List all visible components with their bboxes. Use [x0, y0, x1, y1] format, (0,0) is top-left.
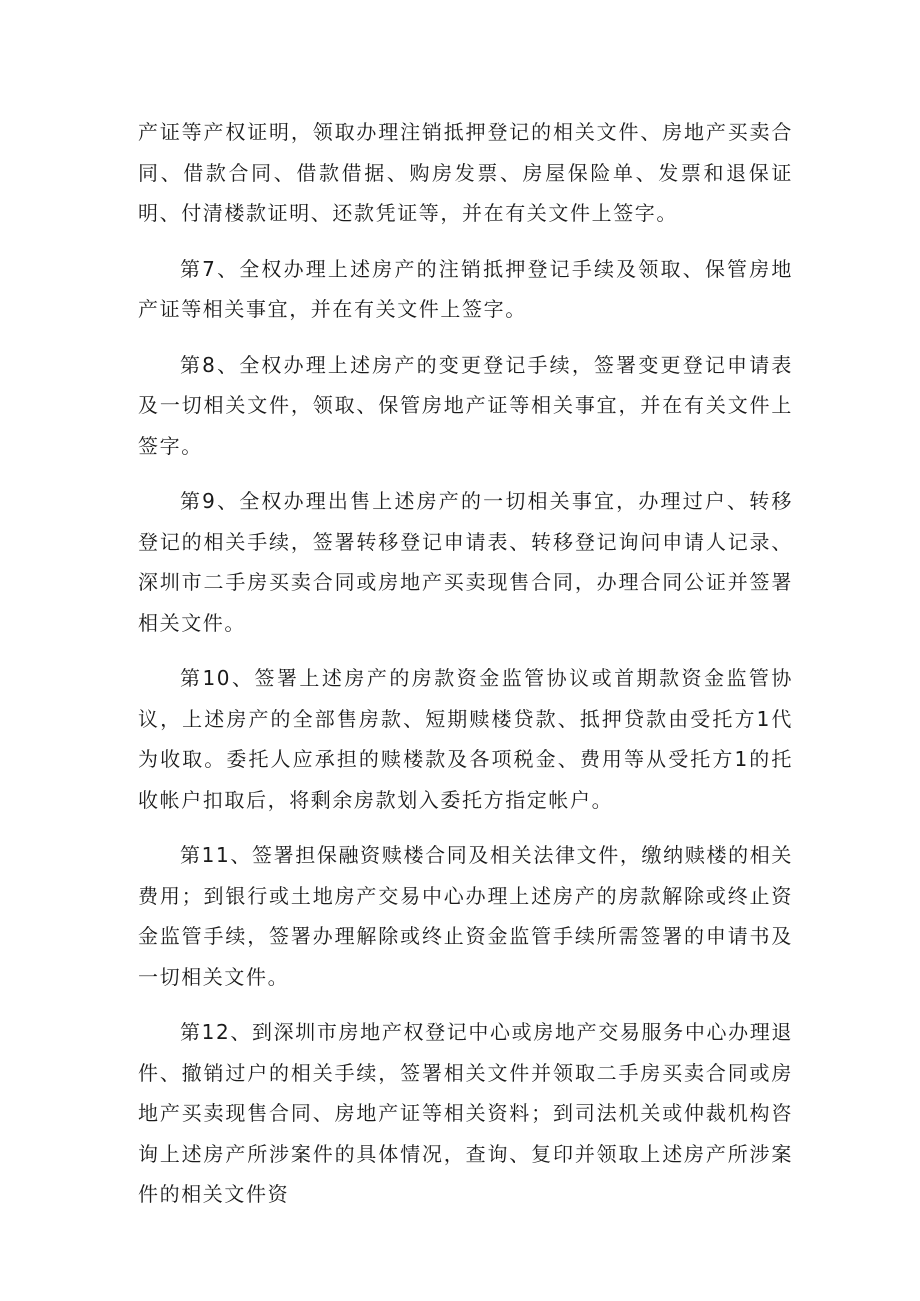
paragraph-item-12: 第12、到深圳市房地产权登记中心或房地产交易服务中心办理退件、撤销过户的相关手续，签署相关文件并领取二手房买卖合同或房地产买卖现售合同、房地产证等相关资料；到司法机关或仲裁机构咨询上述房产所涉案件的具体情况，查询、复印并领取上述房产所涉案件的相关文件资 [138, 1020, 793, 1206]
paragraph-item-7: 第7、全权办理上述房产的注销抵押登记手续及领取、保管房地产证等相关事宜，并在有关文件上签字。 [138, 256, 793, 321]
paragraph-continuation: 产证等产权证明，领取办理注销抵押登记的相关文件、房地产买卖合同、借款合同、借款借据、购房发票、房屋保险单、发票和退保证明、付清楼款证明、还款凭证等，并在有关文件上签字。 [138, 120, 793, 225]
paragraph-item-10: 第10、签署上述房产的房款资金监管协议或首期款资金监管协议，上述房产的全部售房款、短期赎楼贷款、抵押贷款由受托方1代为收取。委托人应承担的赎楼款及各项税金、费用等从受托方1的托收帐户扣取后，将剩余房款划入委托方指定帐户。 [138, 666, 793, 812]
paragraph-item-11: 第11、签署担保融资赎楼合同及相关法律文件，缴纳赎楼的相关费用；到银行或土地房产交易中心办理上述房产的房款解除或终止资金监管手续，签署办理解除或终止资金监管手续所需签署的申请书及一切相关文件。 [138, 843, 793, 989]
paragraph-item-9: 第9、全权办理出售上述房产的一切相关事宜，办理过户、转移登记的相关手续，签署转移登记申请表、转移登记询问申请人记录、深圳市二手房买卖合同或房地产买卖现售合同，办理合同公证并签署相关文件。 [138, 489, 793, 635]
paragraph-item-8: 第8、全权办理上述房产的变更登记手续，签署变更登记申请表及一切相关文件，领取、保管房地产证等相关事宜，并在有关文件上签字。 [138, 352, 793, 458]
document-body [138, 112, 793, 1230]
